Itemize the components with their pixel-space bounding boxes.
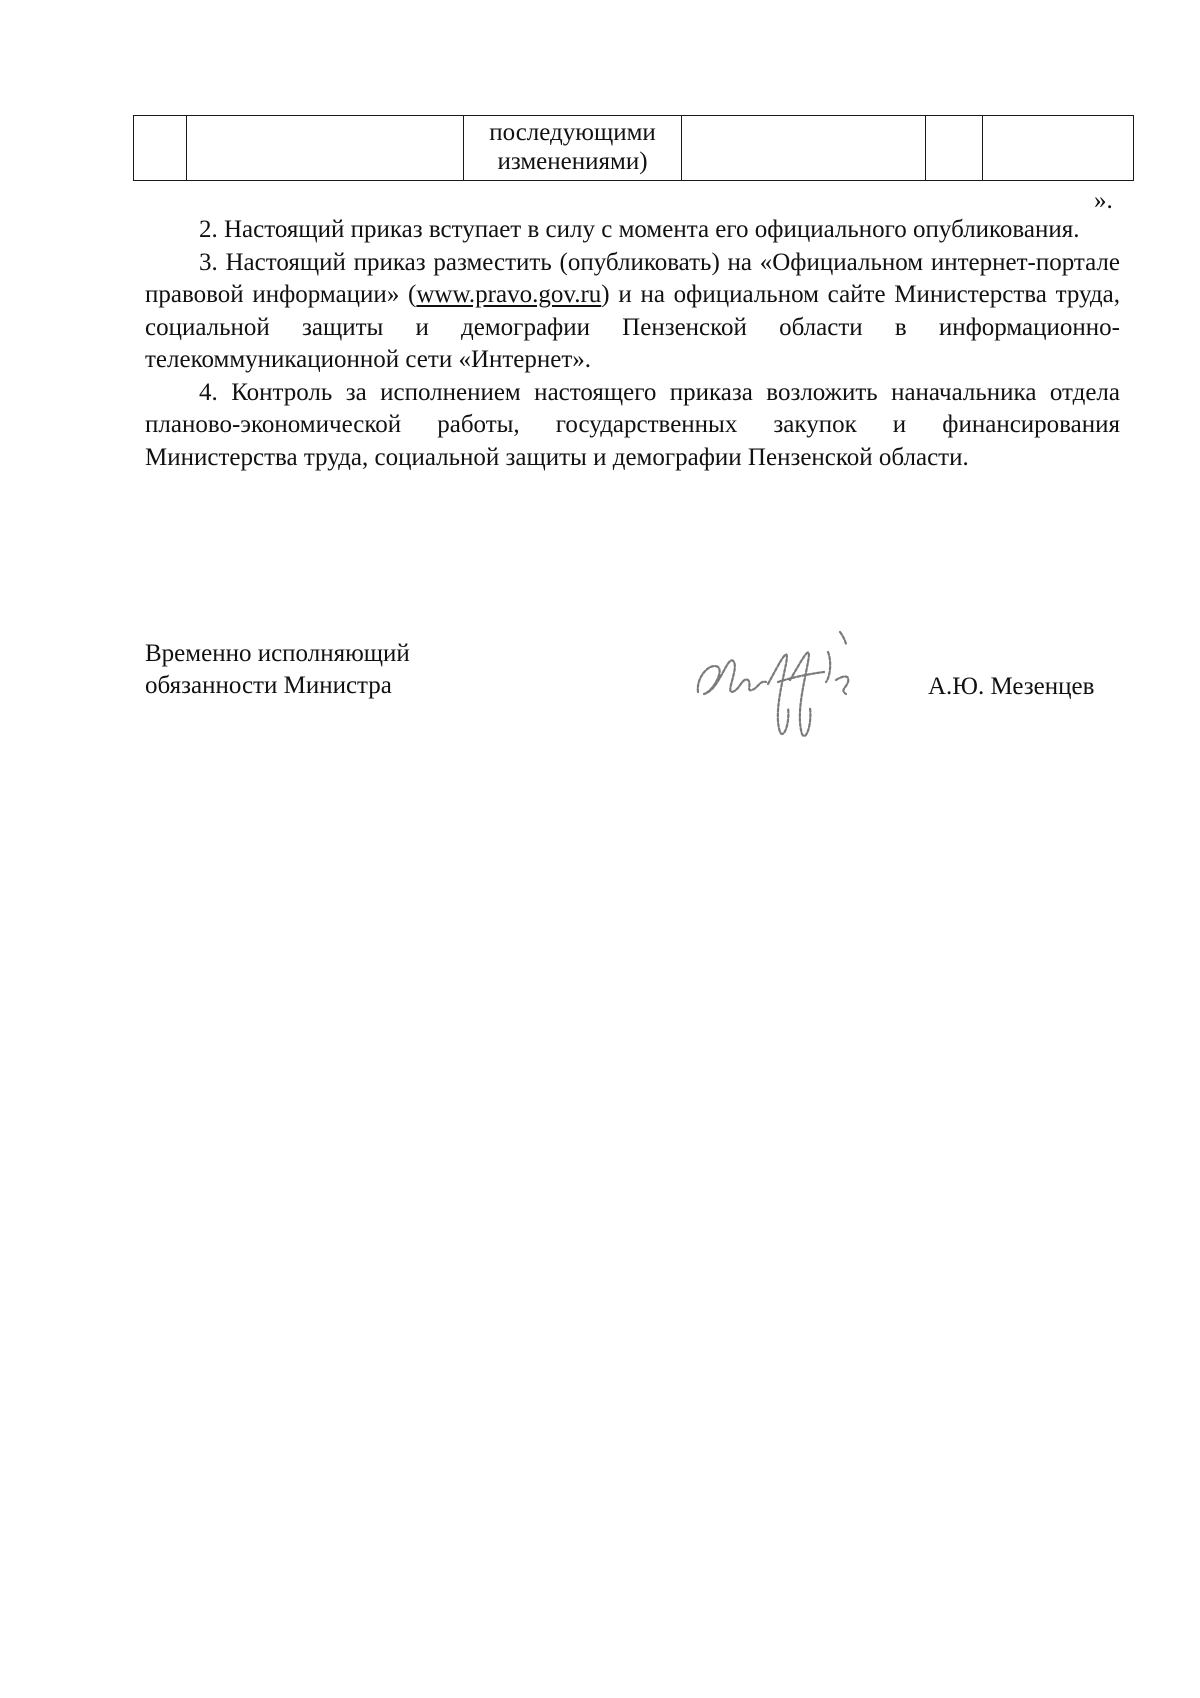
paragraph-text: Настоящий приказ разместить (опубликовать) на «Официальном интернет-портале правовой информации» ( (145, 248, 1120, 308)
paragraph-number: 2. (199, 216, 218, 243)
paragraph-2 (145, 214, 1120, 247)
url-link[interactable]: www.pravo.gov.ru (416, 281, 602, 308)
paragraph-text: Настоящий приказ вступает в силу с момента его официального опубликования. (224, 216, 1080, 243)
signer-position (145, 638, 410, 702)
table-cell (682, 116, 926, 181)
closing-quote: ». (1094, 187, 1113, 214)
paragraph-number: 4. (199, 378, 218, 406)
table-cell (983, 116, 1134, 181)
table-cell (464, 116, 682, 181)
handwritten-signature-icon (690, 622, 870, 752)
table-row (134, 116, 1134, 181)
paragraph-3 (145, 247, 1120, 377)
document-body (145, 214, 1120, 474)
signer-position-line: Временно исполняющий (145, 640, 410, 667)
paragraph-text: ) и на официальном сайте Министерства труда, социальной защиты и демографии Пензенской области в информационно-телекоммуникационной сети «Интернет». (145, 281, 1120, 373)
paragraph-number: 3. (199, 248, 218, 276)
table-cell-line: изменениями) (497, 148, 648, 175)
signer-position-line: обязанности Министра (145, 672, 392, 699)
table-cell-text (464, 116, 681, 176)
table-cell (187, 116, 464, 181)
signer-name: А.Ю. Мезенцев (928, 673, 1095, 700)
table-cell (134, 116, 187, 181)
table-cell (926, 116, 983, 181)
paragraph-text: Контроль за исполнением настоящего приказа возложить наначальника отдела планово-экономической работы, государственных закупок и финансирования Министерства труда, социальной защиты и демографии Пензенской области. (145, 378, 1120, 471)
table-cell-line: последующими (489, 119, 656, 146)
table-fragment (133, 115, 1134, 181)
paragraph-4 (145, 377, 1120, 475)
